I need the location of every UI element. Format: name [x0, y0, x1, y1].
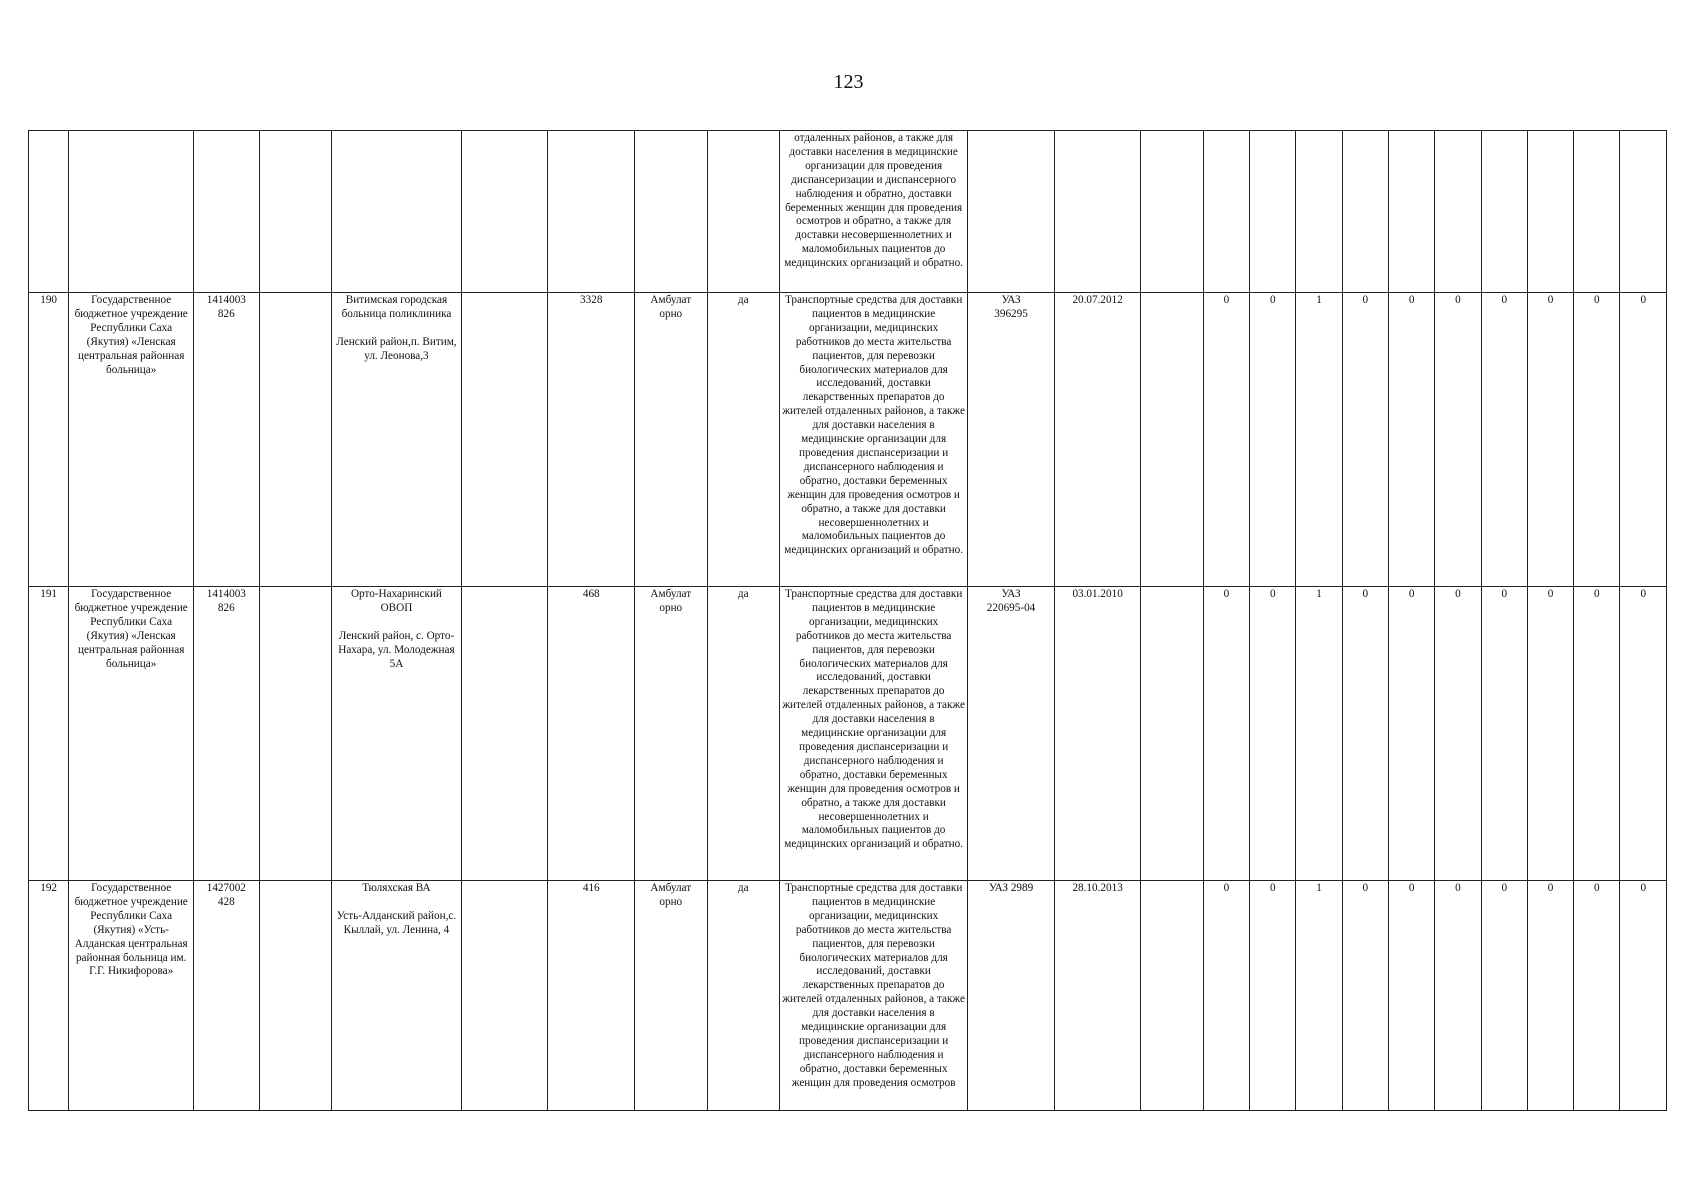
- cell-count: [1620, 131, 1667, 293]
- cell-purpose: Транспортные средства для доставки пациентов в медицинские организации, медицинских работников до места жительства пациентов, для перевозки биологических материалов для исследований, доставки лекарственных препаратов до жителей отдаленных районов, а также для доставки населения в медицинские организации для проведения диспансеризации и диспансерного наблюдения и обратно, доставки беременных женщин для проведения осмотров: [780, 881, 968, 1111]
- cell-purpose: Транспортные средства для доставки пациентов в медицинские организации, медицинских работников до места жительства пациентов, для перевозки биологических материалов для исследований, доставки лекарственных препаратов до жителей отдаленных районов, а также для доставки населения в медицинские организации для проведения диспансеризации и диспансерного наблюдения и обратно, доставки беременных женщин для проведения осмотров и обратно, а также для доставки несовершеннолетних и маломобильных пациентов до медицинских организаций и обратно.: [780, 293, 968, 587]
- cell-population: 416: [548, 881, 635, 1111]
- cell-empty: [259, 587, 331, 881]
- cell-count: 0: [1250, 881, 1296, 1111]
- cell-count: 0: [1389, 293, 1435, 587]
- cell-count: 1: [1296, 587, 1342, 881]
- cell-number: 190: [29, 293, 69, 587]
- cell-count: [1435, 131, 1481, 293]
- cell-vehicle: УАЗ 220695-04: [968, 587, 1055, 881]
- cell-purpose: Транспортные средства для доставки пациентов в медицинские организации, медицинских работников до места жительства пациентов, для перевозки биологических материалов для исследований, доставки лекарственных препаратов до жителей отдаленных районов, а также для доставки населения в медицинские организации для проведения диспансеризации и диспансерного наблюдения и обратно, доставки беременных женщин для проведения осмотров и обратно, а также для доставки несовершеннолетних и маломобильных пациентов до медицинских организаций и обратно.: [780, 587, 968, 881]
- cell-inn: 1414003 826: [194, 587, 259, 881]
- cell-flag: да: [707, 587, 779, 881]
- cell-population: 468: [548, 587, 635, 881]
- cell-count: 0: [1574, 293, 1620, 587]
- cell-count: [1342, 131, 1388, 293]
- cell-count: 1: [1296, 881, 1342, 1111]
- cell-facility: Орто-Нахаринский ОВОП Ленский район, с. Орто-Нахара, ул. Молодежная 5А: [332, 587, 462, 881]
- cell-count: 0: [1250, 587, 1296, 881]
- cell-count: 0: [1527, 293, 1573, 587]
- cell-organization: Государственное бюджетное учреждение Республики Саха (Якутия) «Усть-Алданская центральная районная больница им. Г.Г. Никифорова»: [69, 881, 194, 1111]
- table-row: [29, 293, 1667, 587]
- cell-flag: да: [707, 293, 779, 587]
- cell-empty: [259, 131, 331, 293]
- cell-count: 0: [1342, 881, 1388, 1111]
- cell-vehicle: УАЗ 2989: [968, 881, 1055, 1111]
- cell-number: 191: [29, 587, 69, 881]
- page-number: 123: [833, 71, 864, 93]
- register-table: [28, 130, 1667, 1111]
- cell-count: [1250, 131, 1296, 293]
- cell-vehicle: УАЗ 396295: [968, 293, 1055, 587]
- cell-facility: Тюляхская ВА Усть-Алданский район,с. Кыллай, ул. Ленина, 4: [332, 881, 462, 1111]
- cell-organization: [69, 131, 194, 293]
- cell-count: [1574, 131, 1620, 293]
- cell-count: 0: [1203, 293, 1249, 587]
- cell-count: [1527, 131, 1573, 293]
- cell-date: 03.01.2010: [1054, 587, 1141, 881]
- cell-organization: Государственное бюджетное учреждение Республики Саха (Якутия) «Ленская центральная районная больница»: [69, 293, 194, 587]
- cell-count: [1481, 131, 1527, 293]
- cell-care-type: Амбулат орно: [635, 587, 707, 881]
- cell-inn: [194, 131, 259, 293]
- cell-count: 0: [1342, 293, 1388, 587]
- table-row: [29, 587, 1667, 881]
- cell-empty: [1141, 131, 1203, 293]
- cell-count: 0: [1435, 587, 1481, 881]
- cell-date: 20.07.2012: [1054, 293, 1141, 587]
- cell-flag: да: [707, 881, 779, 1111]
- cell-count: 0: [1481, 587, 1527, 881]
- cell-count: [1389, 131, 1435, 293]
- cell-empty: [461, 131, 548, 293]
- cell-count: 0: [1435, 293, 1481, 587]
- cell-empty: [1141, 881, 1203, 1111]
- cell-facility: Витимская городская больница поликлиника Ленский район,п. Витим, ул. Леонова,3: [332, 293, 462, 587]
- cell-count: 0: [1620, 587, 1667, 881]
- cell-empty: [259, 881, 331, 1111]
- cell-empty: [259, 293, 331, 587]
- cell-care-type: Амбулат орно: [635, 881, 707, 1111]
- cell-vehicle: [968, 131, 1055, 293]
- cell-empty: [461, 587, 548, 881]
- cell-organization: Государственное бюджетное учреждение Республики Саха (Якутия) «Ленская центральная районная больница»: [69, 587, 194, 881]
- cell-number: 192: [29, 881, 69, 1111]
- cell-care-type: Амбулат орно: [635, 293, 707, 587]
- cell-count: 0: [1203, 881, 1249, 1111]
- cell-count: 0: [1389, 881, 1435, 1111]
- cell-count: 1: [1296, 293, 1342, 587]
- cell-number: [29, 131, 69, 293]
- cell-count: 0: [1574, 587, 1620, 881]
- cell-count: 0: [1620, 881, 1667, 1111]
- cell-count: 0: [1527, 587, 1573, 881]
- cell-facility: [332, 131, 462, 293]
- cell-count: 0: [1481, 881, 1527, 1111]
- cell-count: 0: [1620, 293, 1667, 587]
- cell-purpose: отдаленных районов, а также для доставки населения в медицинские организации для проведения диспансеризации и диспансерного наблюдения и обратно, доставки беременных женщин для проведения осмотров и обратно, а также для доставки несовершеннолетних и маломобильных пациентов до медицинских организаций и обратно.: [780, 131, 968, 293]
- cell-empty: [1141, 293, 1203, 587]
- cell-count: 0: [1203, 587, 1249, 881]
- table-row-continued: [29, 131, 1667, 293]
- cell-count: 0: [1250, 293, 1296, 587]
- cell-date: [1054, 131, 1141, 293]
- cell-date: 28.10.2013: [1054, 881, 1141, 1111]
- cell-flag: [707, 131, 779, 293]
- cell-count: [1203, 131, 1249, 293]
- cell-count: 0: [1574, 881, 1620, 1111]
- cell-population: [548, 131, 635, 293]
- cell-count: [1296, 131, 1342, 293]
- cell-population: 3328: [548, 293, 635, 587]
- cell-empty: [1141, 587, 1203, 881]
- cell-care-type: [635, 131, 707, 293]
- cell-empty: [461, 881, 548, 1111]
- table-row: [29, 881, 1667, 1111]
- cell-empty: [461, 293, 548, 587]
- cell-count: 0: [1481, 293, 1527, 587]
- cell-count: 0: [1527, 881, 1573, 1111]
- cell-inn: 1414003 826: [194, 293, 259, 587]
- cell-count: 0: [1435, 881, 1481, 1111]
- cell-count: 0: [1342, 587, 1388, 881]
- cell-inn: 1427002 428: [194, 881, 259, 1111]
- cell-count: 0: [1389, 587, 1435, 881]
